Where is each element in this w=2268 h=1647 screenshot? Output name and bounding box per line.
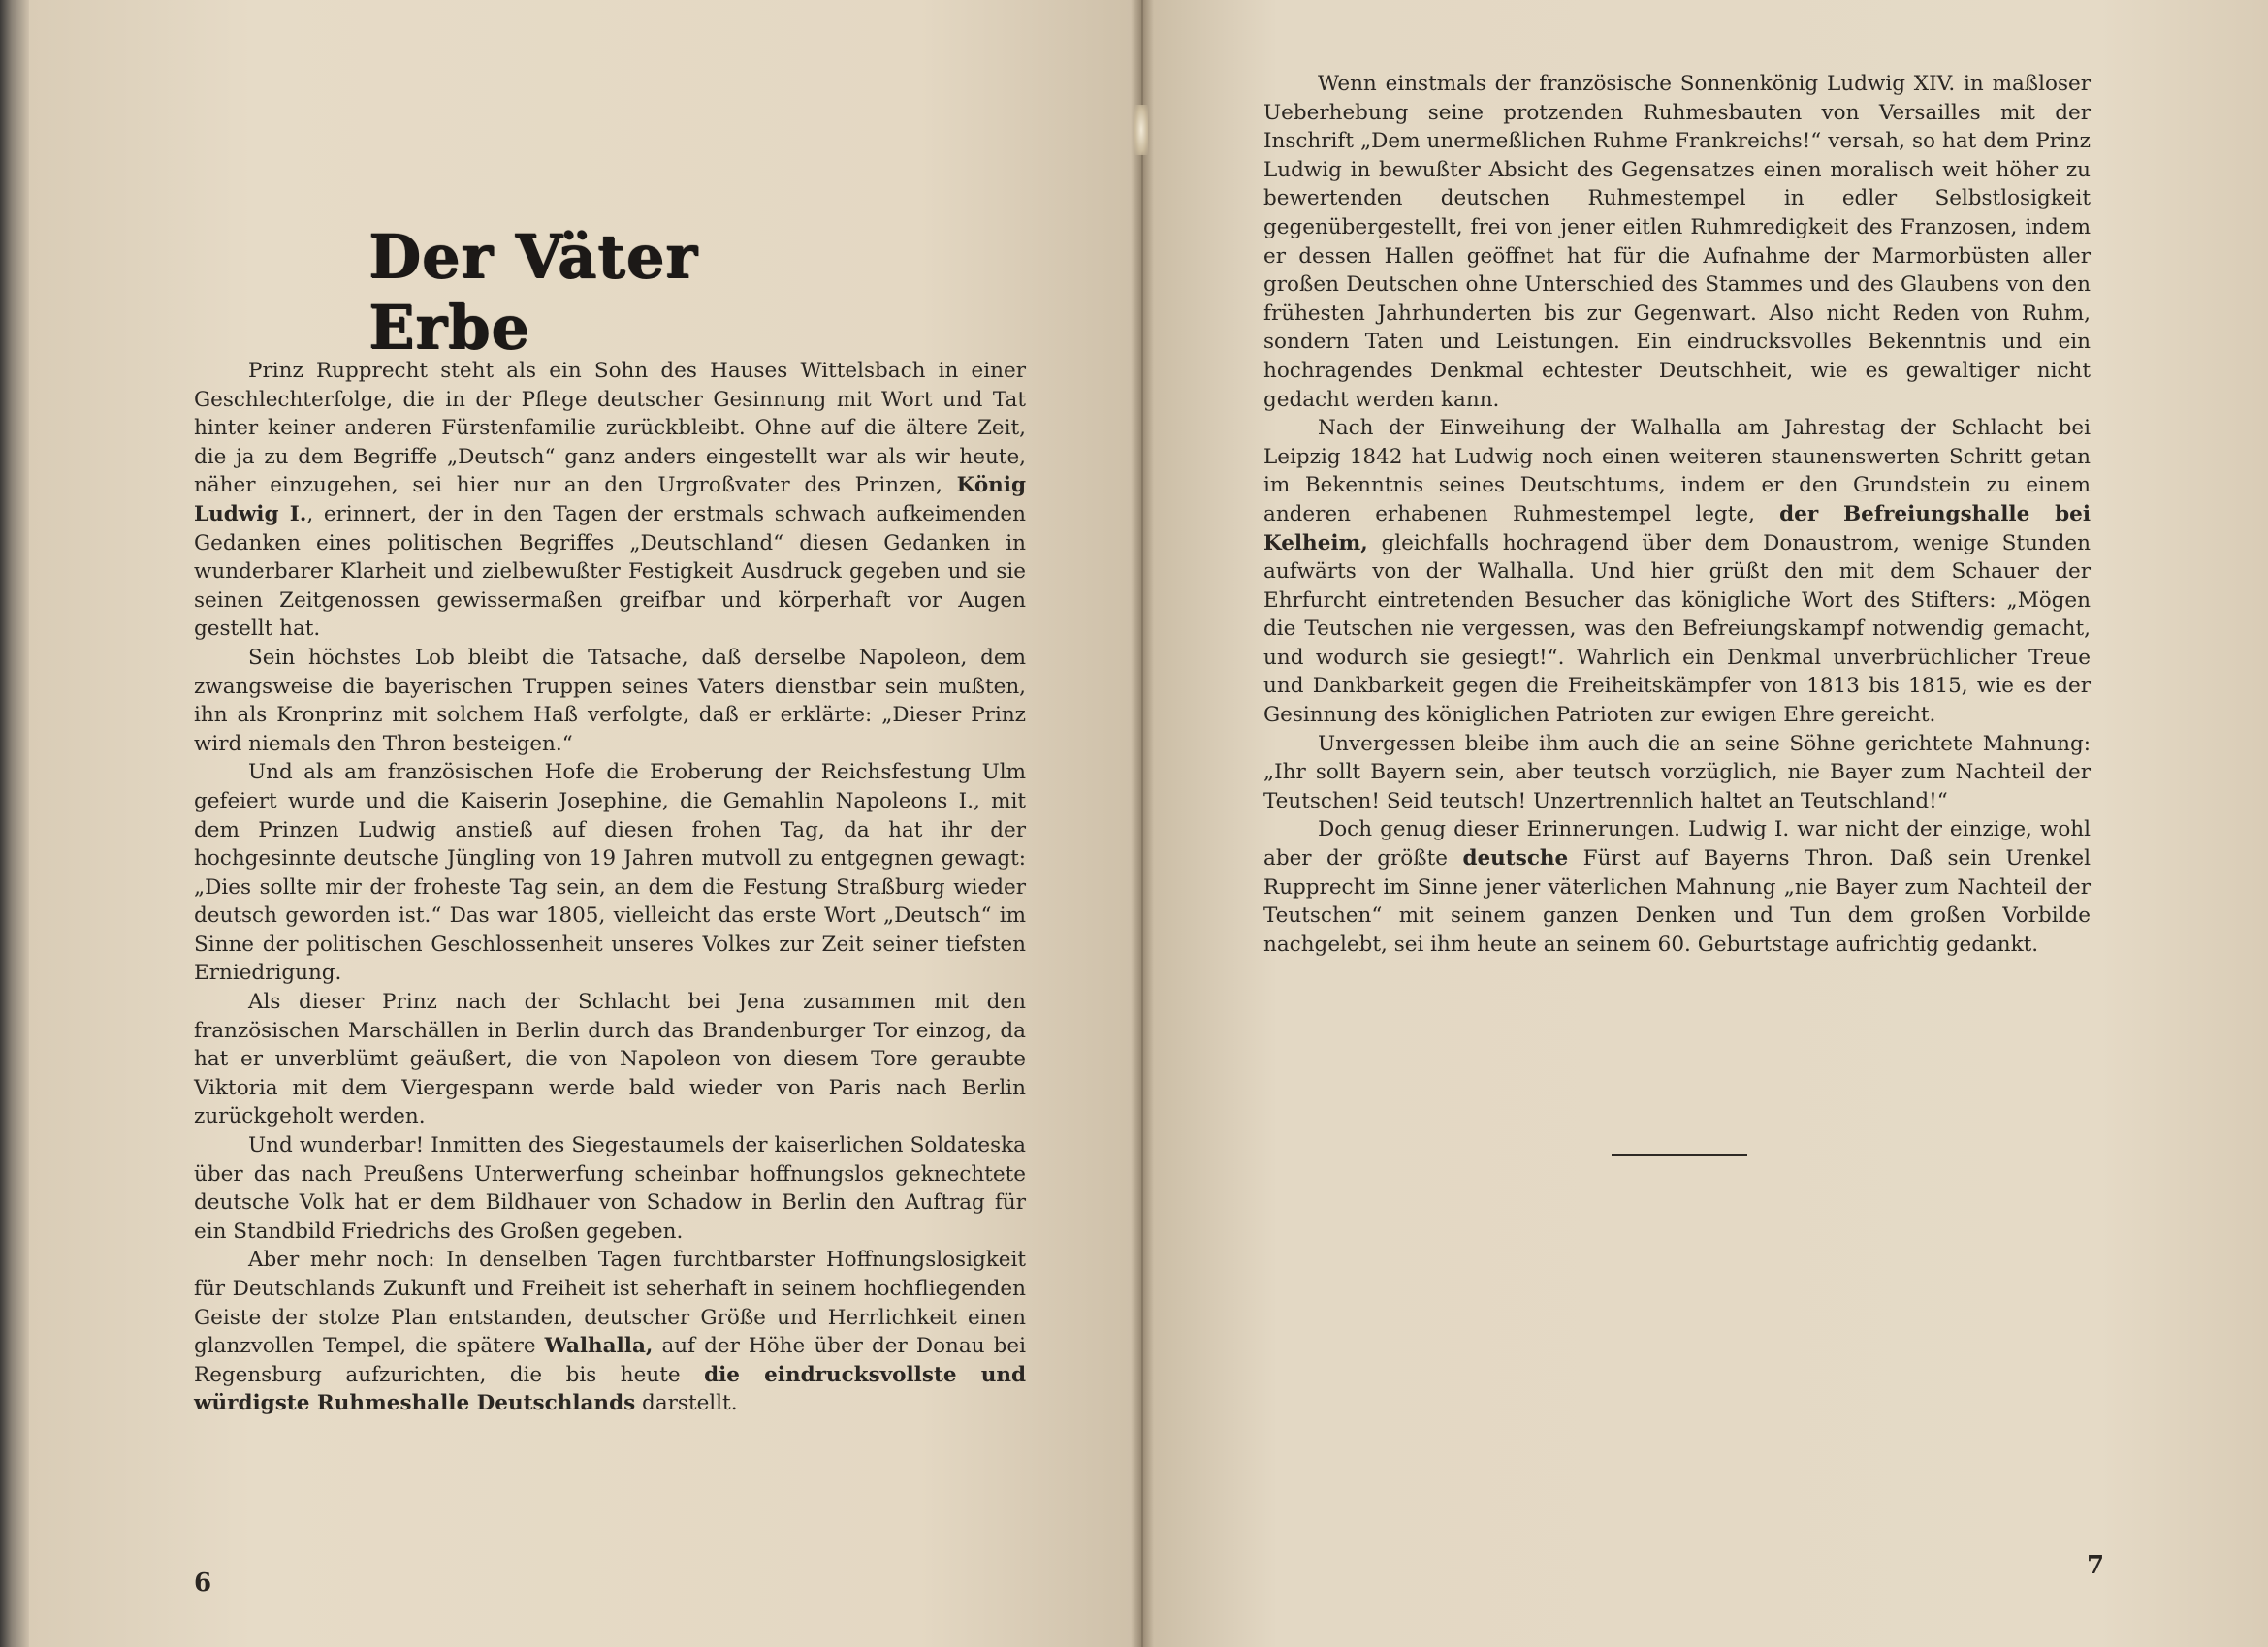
paragraph: Unvergessen bleibe ihm auch die an seine Söhne gerichtete Mahnung: „Ihr sollt Bayern sein, aber teutsch vorzüglich, nie Bayer zum Nachteil der Teutschen! Seid teutsch! Unzertrennlich haltet an Teutschland!“ [1263, 731, 2091, 813]
left-text-column [194, 357, 1026, 1418]
right-text-column [1263, 70, 2091, 959]
paragraph: Doch genug dieser Erinnerungen. Ludwig I. war nicht der einzige, wohl aber der größte deutsche Fürst auf Bayerns Thron. Daß sein Urenkel Rupprecht im Sinne jener väterlichen Mahnung „nie Bayer zum Nachteil der Teutschen“ mit seinem ganzen Denken und Tun dem großen Vorbilde nachgelebt, sei ihm heute an seinem 60. Geburtstage aufrichtig gedankt. [1263, 817, 2091, 957]
paragraph: Und als am französischen Hofe die Eroberung der Reichsfestung Ulm gefeiert wurde und die Kaiserin Josephine, die Gemahlin Napoleons I., mit dem Prinzen Ludwig anstieß auf diesen frohen Tag, da hat ihr der hochgesinnte deutsche Jüngling von 19 Jahren mutvoll zu entgegnen gewagt: „Dies sollte mir der froheste Tag sein, an dem die Festung Straßburg wieder deutsch geworden ist.“ Das war 1805, vielleicht das erste Wort „Deutsch“ im Sinne der politischen Geschlossenheit unseres Volkes zur Zeit seiner tiefsten Erniedrigung. [194, 760, 1026, 986]
page-number-left: 6 [194, 1568, 212, 1598]
paragraph: Nach der Einweihung der Walhalla am Jahrestag der Schlacht bei Leipzig 1842 hat Ludwig noch einen weiteren staunenswerten Schritt getan im Bekenntnis seines Deutschtums, indem er den Grundstein zu einem anderen erhabenen Ruhmestempel legte, der Befreiungshalle bei Kelheim, gleichfalls hochragend über dem Donaustrom, wenige Stunden aufwärts von der Walhalla. Und hier grüßt den mit dem Schauer der Ehrfurcht eintretenden Besucher das königliche Wort des Stifters: „Mögen die Teutschen nie vergessen, was den Befreiungskampf notwendig gemacht, und wodurch sie gesiegt!“. Wahrlich ein Denkmal unverbrüchlicher Treue und Dankbarkeit gegen die Freiheitskämpfer von 1813 bis 1815, wie es der Gesinnung des königlichen Patrioten zur ewigen Ehre gereicht. [1263, 416, 2091, 728]
paragraph: Wenn einstmals der französische Sonnenkönig Ludwig XIV. in maßloser Ueberhebung seine protzenden Ruhmesbauten von Versailles mit der Inschrift „Dem unermeßlichen Ruhme Frankreichs!“ versah, so hat dem Prinz Ludwig in bewußter Absicht des Gegensatzes einen moralisch weit höher zu bewertenden deutschen Ruhmestempel in edler Selbstlosigkeit gegenübergestellt, frei von jener eitlen Ruhmredigkeit des Franzosen, indem er dessen Hallen geöffnet hat für die Aufnahme der Marmorbüsten aller großen Deutschen ohne Unterschied des Stammes und des Glaubens von den frühesten Jahrhunderten bis zur Gegenwart. Also nicht Reden von Ruhm, sondern Taten und Leistungen. Ein eindrucksvolles Bekenntnis und ein hochragendes Denkmal echtester Deutschheit, wie es gewaltiger nicht gedacht werden kann. [1263, 72, 2091, 412]
paragraph: Und wunderbar! Inmitten des Siegestaumels der kaiserlichen Soldateska über das nach Preußens Unterwerfung scheinbar hoffnungslos geknechtete deutsche Volk hat er dem Bildhauer von Schadow in Berlin den Auftrag für ein Standbild Friedrichs des Großen gegeben. [194, 1133, 1026, 1244]
book-gutter [1131, 0, 1154, 1647]
paragraph: Als dieser Prinz nach der Schlacht bei Jena zusammen mit den französischen Marschällen in Berlin durch das Brandenburger Tor einzog, da hat er unverblümt geäußert, die von Napoleon von diesem Tore geraubte Viktoria mit dem Viergespann werde bald wieder von Paris nach Berlin zurückgeholt werden. [194, 990, 1026, 1129]
paragraph: Sein höchstes Lob bleibt die Tatsache, daß derselbe Napoleon, dem zwangsweise die bayerischen Truppen seines Vaters dienstbar sein mußten, ihn als Kronprinz mit solchem Haß verfolgte, daß er erklärte: „Dieser Prinz wird niemals den Thron besteigen.“ [194, 645, 1026, 756]
binding-staple [1134, 105, 1148, 155]
chapter-title: Der Väter Erbe [368, 221, 698, 363]
page-number-right: 7 [2087, 1551, 2105, 1580]
paragraph: Aber mehr noch: In denselben Tagen furchtbarster Hoffnungslosigkeit für Deutschlands Zukunft und Freiheit ist seherhaft in seinem hochfliegenden Geiste der stolze Plan entstanden, deutscher Größe und Herrlichkeit einen glanzvollen Tempel, die spätere Walhalla, auf der Höhe über der Donau bei Regensburg aufzurichten, die bis heute die eindrucksvollste und würdigste Ruhmeshalle Deutschlands darstellt. [194, 1248, 1026, 1416]
book-cover-edge [0, 0, 29, 1647]
paragraph: Prinz Rupprecht steht als ein Sohn des Hauses Wittelsbach in einer Geschlechterfolge, die in der Pflege deutscher Gesinnung mit Wort und Tat hinter keiner anderen Fürstenfamilie zurückbleibt. Ohne auf die ältere Zeit, die ja zu dem Begriffe „Deutsch“ ganz anders eingestellt war als wir heute, näher einzugehen, sei hier nur an den Urgroßvater des Prinzen, König Ludwig I., erinnert, der in den Tagen der erstmals schwach aufkeimenden Gedanken eines politischen Begriffes „Deutschland“ diesen Gedanken in wunderbarer Klarheit und zielbewußter Festigkeit Ausdruck gegeben und sie seinen Zeitgenossen gewissermaßen greifbar und körperhaft vor Augen gestellt hat. [194, 359, 1026, 642]
section-divider-rule [1612, 1154, 1747, 1156]
